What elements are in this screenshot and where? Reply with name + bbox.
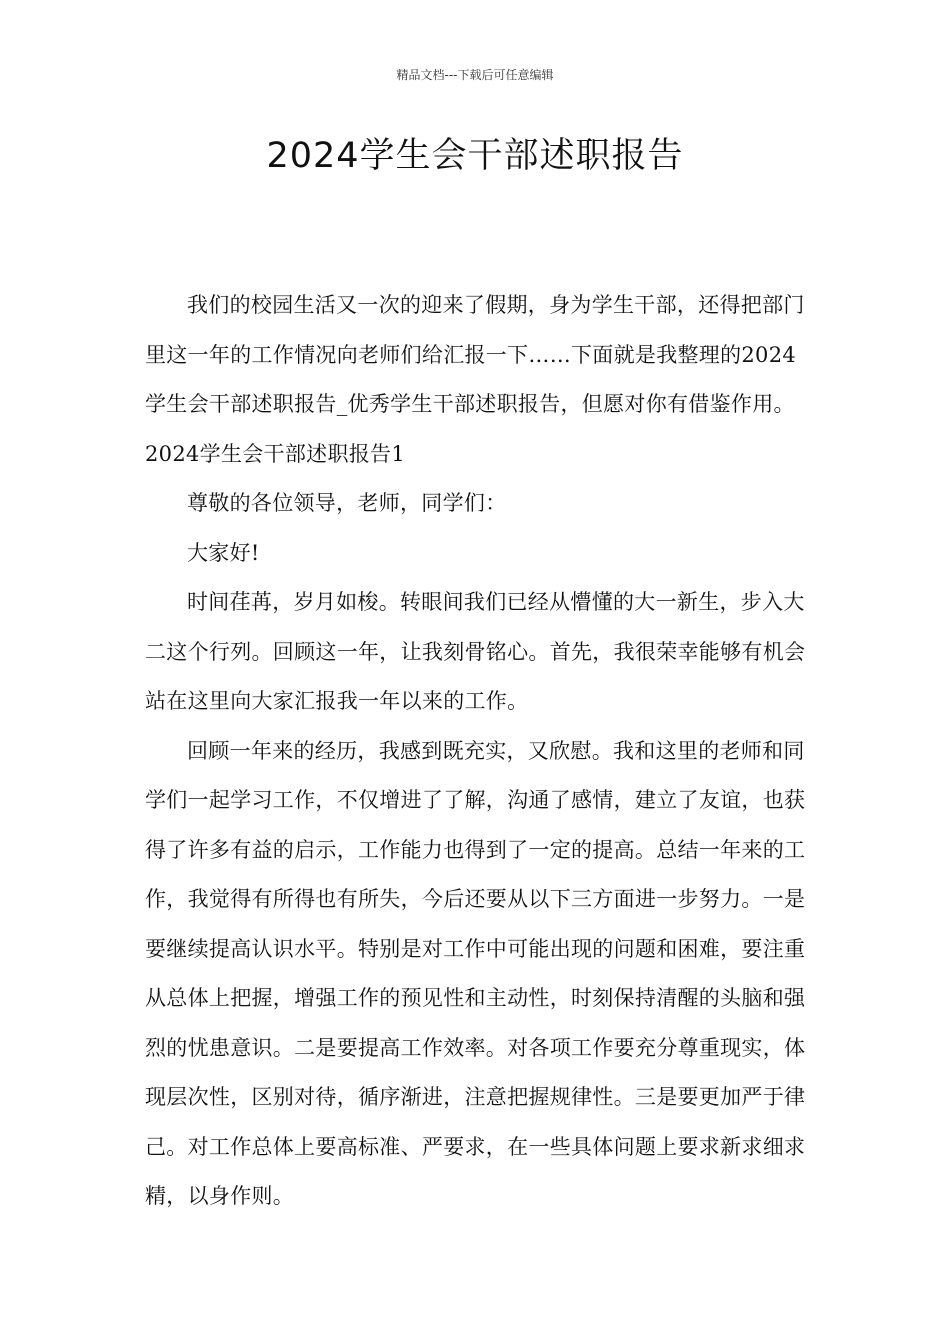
paragraph-salutation: 尊敬的各位领导，老师，同学们： <box>187 491 507 515</box>
paragraph-greeting: 大家好! <box>187 540 260 565</box>
document-body <box>145 281 807 1222</box>
document-title: 2024学生会干部述职报告 <box>266 136 684 176</box>
header-note: 精品文档---下载后可任意编辑 <box>396 68 554 82</box>
paragraph-review: 回顾一年来的经历，我感到既充实，又欣慰。我和这里的老师和同学们一起学习工作，不仅增进了了解，沟通了感情，建立了友谊，也获得了许多有益的启示，工作能力也得到了一定的提高。总结一年来的工作，我觉得有所得也有所失，今后还要从以下三方面进一步努力。一是要继续提高认识水平。特别是对工作中可能出现的问题和困难，要注重从总体上把握，增强工作的预见性和主动性，时刻保持清醒的头脑和强烈的忧患意识。二是要提高工作效率。对各项工作要充分尊重现实，体现层次性，区别对待，循序渐进，注意把握规律性。三是要更加严于律己。对工作总体上要高标准、严要求，在一些具体问题上要求新求细求精，以身作则。 <box>145 738 806 1208</box>
paragraph-intro: 我们的校园生活又一次的迎来了假期，身为学生干部，还得把部门里这一年的工作情况向老师们给汇报一下……下面就是我整理的2024学生会干部述职报告_优秀学生干部述职报告，但愿对你有借鉴作用。2024学生会干部述职报告1 <box>145 293 805 466</box>
paragraph-opening: 时间荏苒，岁月如梭。转眼间我们已经从懵懂的大一新生，步入大二这个行列。回顾这一年，让我刻骨铭心。首先，我很荣幸能够有机会站在这里向大家汇报我一年以来的工作。 <box>145 590 806 713</box>
